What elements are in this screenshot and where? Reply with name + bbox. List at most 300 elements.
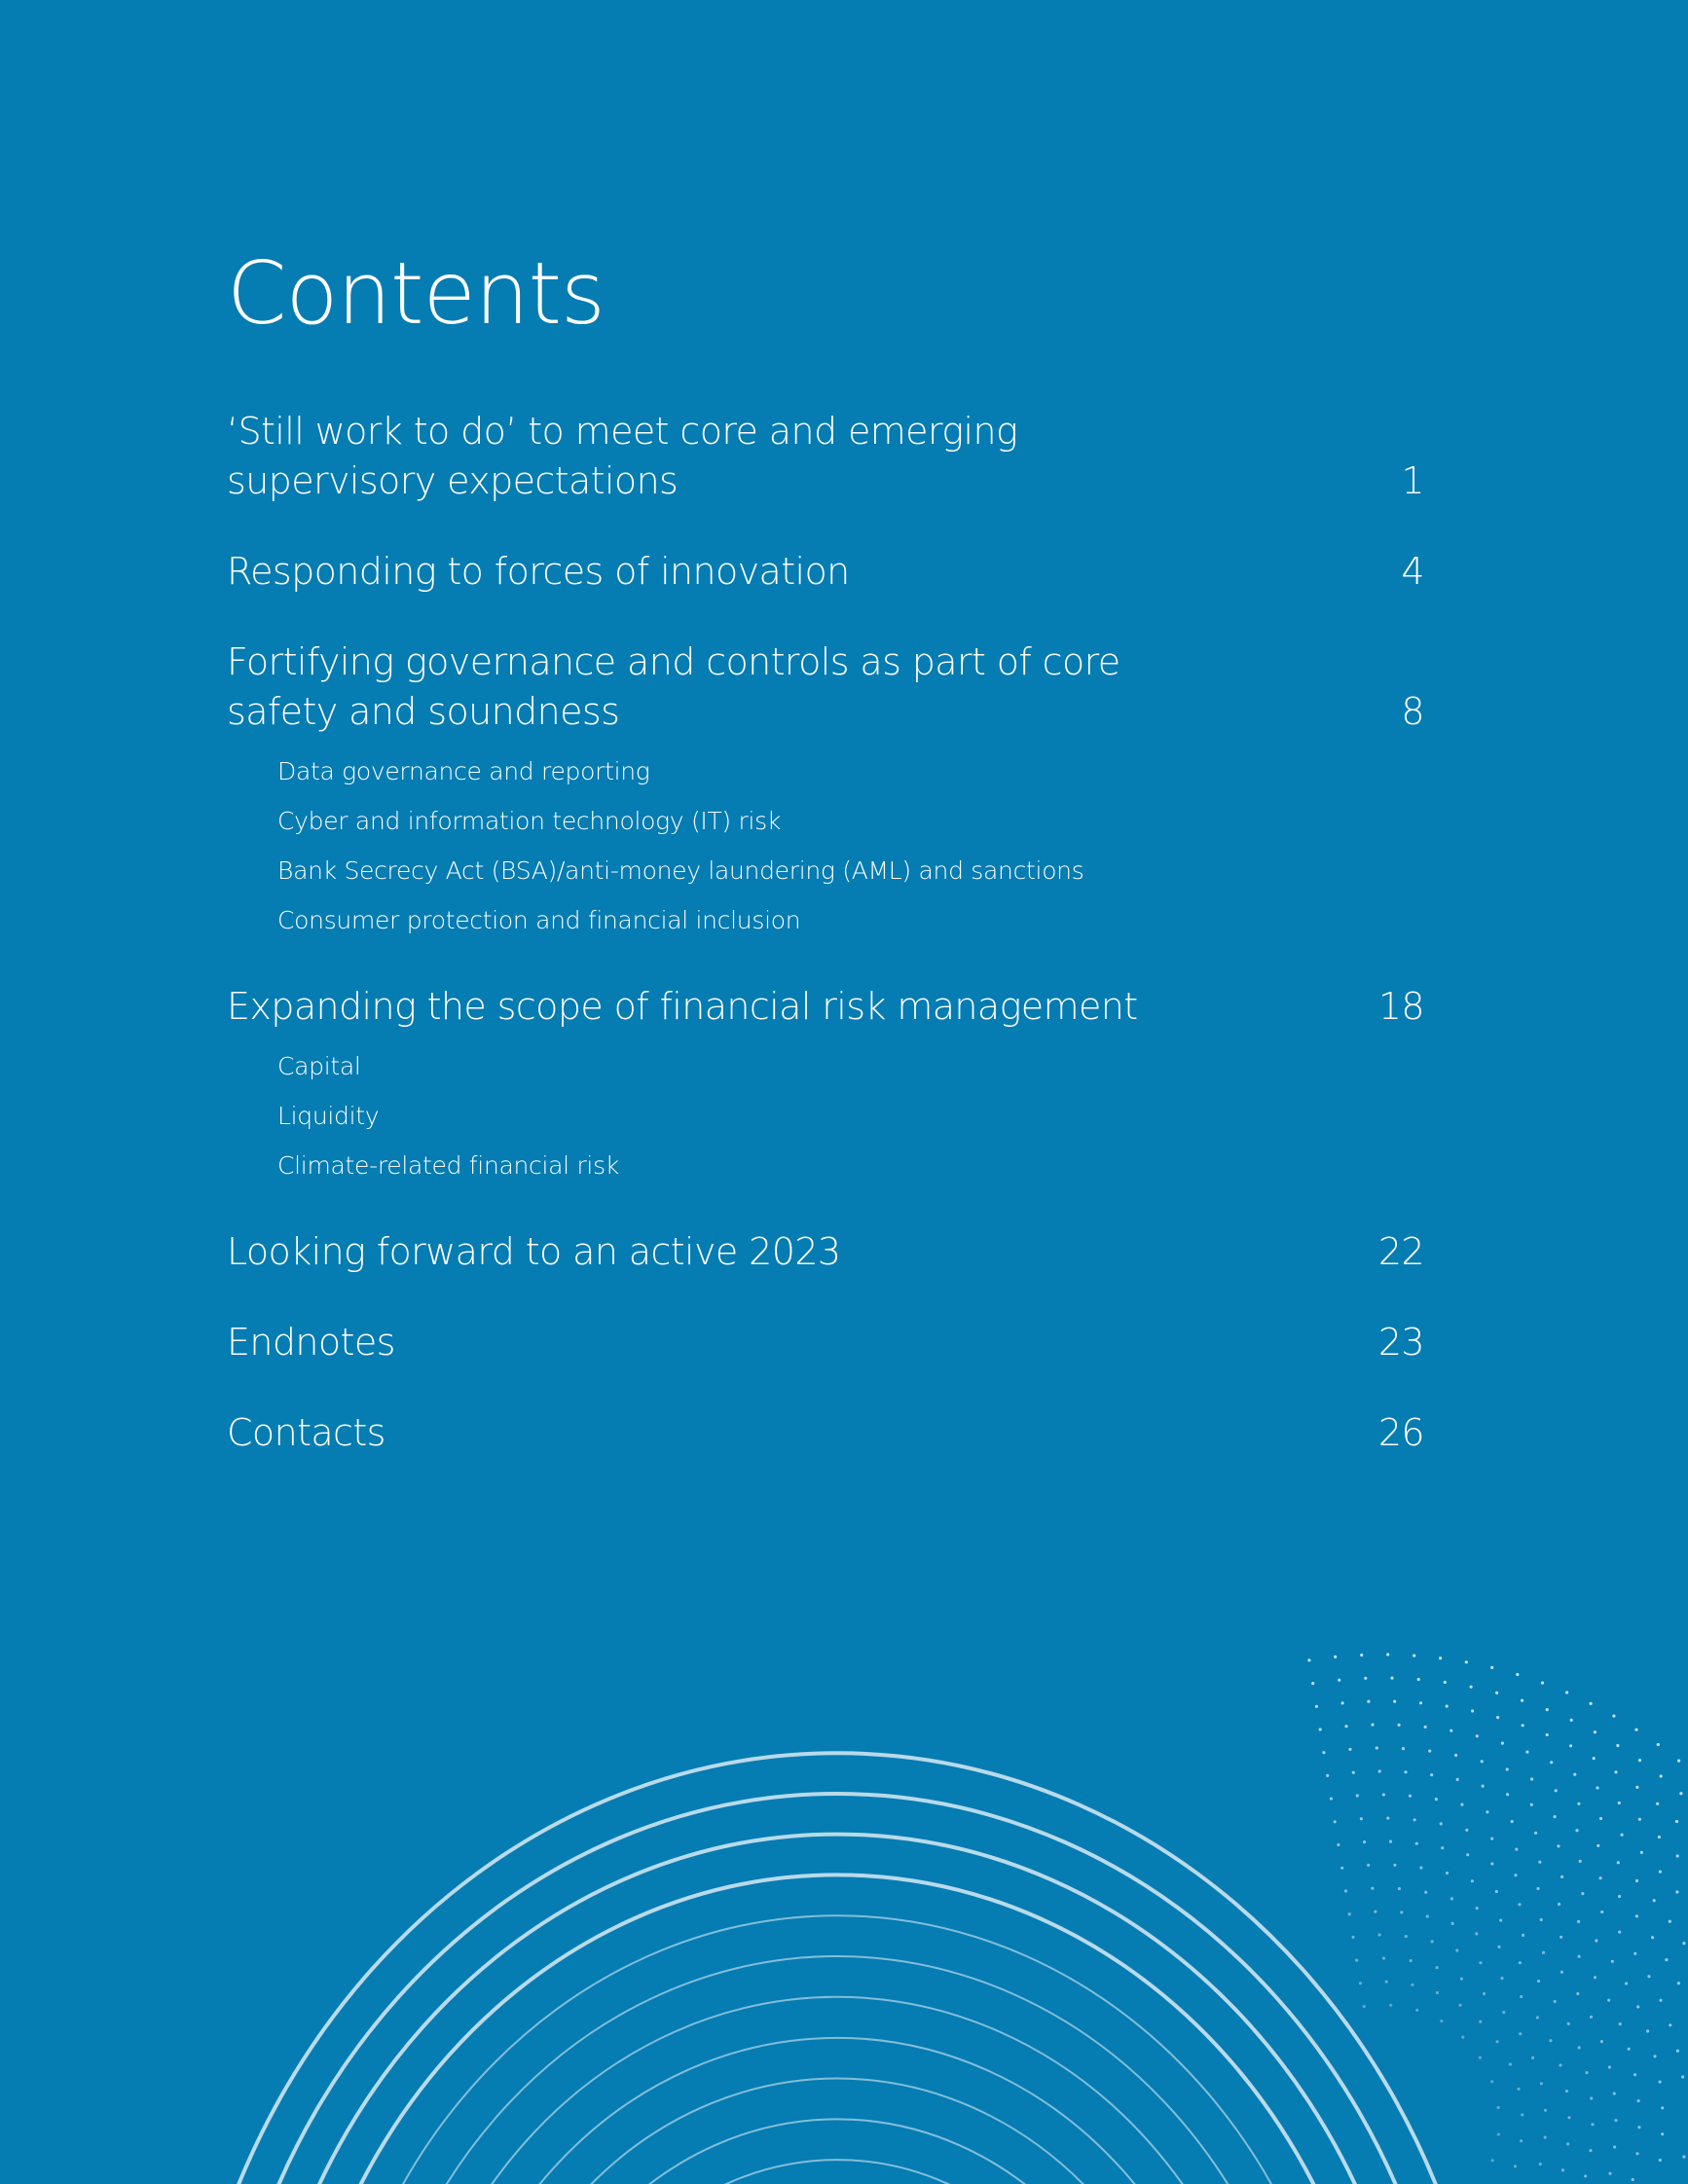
decorative-dot <box>1496 1716 1499 1719</box>
decorative-dot <box>1669 1920 1671 1923</box>
decorative-dot <box>1646 2029 1649 2032</box>
decorative-dot <box>1455 1948 1458 1951</box>
decorative-dot <box>1402 1747 1405 1750</box>
decorative-dot <box>1436 1991 1439 1994</box>
decorative-dot <box>1378 1769 1381 1772</box>
decorative-dot <box>1382 1793 1385 1796</box>
decorative-dot <box>1614 2119 1617 2122</box>
decorative-dot <box>1428 1750 1431 1753</box>
toc-entry-heading[interactable] <box>227 1227 1424 1277</box>
decorative-dot <box>1340 1867 1343 1870</box>
decorative-dot <box>1599 1876 1602 1879</box>
toc-entry-heading[interactable] <box>227 407 1424 506</box>
decorative-dot <box>1326 1774 1329 1777</box>
toc-entry-title[interactable]: Endnotes <box>227 1321 395 1364</box>
decorative-dot <box>1594 1730 1596 1733</box>
decorative-dot <box>1577 1920 1580 1923</box>
decorative-dot <box>1424 1891 1427 1894</box>
decorative-dot <box>1355 1959 1358 1962</box>
decorative-dot <box>1596 1844 1599 1847</box>
decorative-dot <box>1558 1903 1560 1906</box>
toc-page-number: 4 <box>1401 550 1424 593</box>
toc-entry-fortifying-governance[interactable] <box>227 637 1424 945</box>
decorative-dot <box>1351 1936 1354 1939</box>
decorative-dot <box>1382 1956 1385 1959</box>
decorative-dot <box>1554 1815 1557 1818</box>
toc-page-number: 8 <box>1401 690 1424 733</box>
decorative-dot <box>1665 1958 1668 1961</box>
decorative-dot <box>1661 2132 1664 2135</box>
decorative-dot <box>1465 1660 1468 1663</box>
decorative-dot <box>1363 1840 1366 1843</box>
decorative-dot <box>1653 1899 1656 1902</box>
toc-subsection-liquidity[interactable]: Liquidity <box>277 1102 380 1130</box>
decorative-dot <box>1561 2168 1564 2171</box>
decorative-dot <box>1659 1871 1662 1874</box>
decorative-dot <box>1628 2048 1631 2051</box>
decorative-dot <box>1573 1773 1576 1776</box>
decorative-dot <box>1600 1911 1603 1913</box>
decorative-dot <box>1390 1677 1393 1680</box>
toc-entry-title[interactable]: Looking forward to an active 2023 <box>227 1230 841 1273</box>
decorative-dot <box>1576 1992 1579 1995</box>
decorative-dot <box>1581 1892 1584 1895</box>
decorative-dot <box>1479 2057 1482 2059</box>
decorative-dot <box>1540 1918 1543 1921</box>
decorative-dot <box>1679 1792 1682 1795</box>
decorative-dot <box>1490 1862 1493 1865</box>
decorative-dot <box>1514 1874 1517 1876</box>
decorative-dot <box>1364 1677 1367 1680</box>
decorative-dot <box>1502 2011 1505 2014</box>
decorative-dot <box>1676 1854 1679 1857</box>
decorative-dot <box>1496 2040 1499 2043</box>
decorative-dot <box>1584 2174 1587 2177</box>
decorative-dot <box>1589 2149 1592 2152</box>
decorative-arc <box>432 2038 1241 2184</box>
decorative-dot <box>1352 1771 1355 1774</box>
decorative-dot <box>1608 2172 1611 2175</box>
decorative-dot <box>1514 2165 1517 2167</box>
decorative-dot <box>1431 1940 1434 1943</box>
decorative-dot <box>1518 1903 1521 1906</box>
decorative-dot <box>1546 1733 1549 1736</box>
decorative-dot <box>1520 2139 1523 2142</box>
decorative-dot <box>1411 1984 1413 1986</box>
decorative-dot <box>1635 1786 1638 1789</box>
toc-subsection-bsa-aml[interactable]: Bank Secrecy Act (BSA)/anti-money laundering (AML) and sanctions <box>277 856 1084 885</box>
decorative-arc <box>541 2160 1133 2184</box>
decorative-dot <box>1635 2152 1638 2155</box>
decorative-dot <box>1479 1961 1482 1964</box>
decorative-dot <box>1541 1682 1544 1685</box>
decorative-dot <box>1591 2123 1594 2126</box>
decorative-dot <box>1451 1922 1454 1925</box>
decorative-dot <box>1367 1700 1370 1703</box>
decorative-dot <box>1471 1879 1474 1882</box>
decorative-dot <box>1595 1939 1597 1942</box>
decorative-dot <box>1341 1701 1344 1704</box>
decorative-dot <box>1682 1942 1685 1945</box>
decorative-dot <box>1497 1946 1500 1948</box>
decorative-dot <box>1599 1817 1602 1820</box>
decorative-dot <box>1521 2113 1523 2116</box>
decorative-dot <box>1389 1840 1392 1843</box>
decorative-arc <box>215 1794 1459 2184</box>
decorative-dot <box>1360 1817 1363 1820</box>
decorative-dot <box>1481 1760 1484 1763</box>
decorative-dot <box>1560 1875 1563 1878</box>
decorative-dot <box>1596 1786 1598 1789</box>
decorative-dot <box>1475 1932 1478 1935</box>
decorative-dot <box>1612 1715 1615 1718</box>
decorative-dot <box>1575 1829 1578 1832</box>
decorative-dot <box>1585 2071 1588 2074</box>
decorative-dot <box>1435 1798 1438 1801</box>
decorative-dot <box>1555 1789 1558 1792</box>
decorative-dot <box>1446 1705 1449 1708</box>
decorative-dot <box>1565 1691 1568 1693</box>
decorative-dot <box>1344 1725 1347 1728</box>
decorative-dot <box>1675 1890 1678 1893</box>
decorative-dot <box>1613 2093 1616 2095</box>
decorative-dot <box>1676 2050 1679 2053</box>
toc-entry-heading[interactable] <box>227 982 1424 1032</box>
decorative-dot <box>1618 1931 1621 1934</box>
decorative-dot <box>1637 2126 1640 2129</box>
decorative-dot <box>1497 2106 1500 2109</box>
decorative-dot <box>1404 1770 1407 1773</box>
decorative-dot <box>1619 2022 1622 2025</box>
decorative-dot <box>1536 2016 1539 2019</box>
decorative-dot <box>1500 1977 1503 1980</box>
decorative-dot <box>1546 1708 1549 1711</box>
decorative-arc <box>288 1875 1387 2184</box>
decorative-dot <box>1359 1982 1362 1984</box>
toc-subsection-list <box>277 746 1424 945</box>
decorative-dot <box>1307 1658 1310 1661</box>
decorative-dot <box>1509 2062 1512 2065</box>
decorative-dot <box>1566 2142 1569 2145</box>
decorative-dot <box>1525 1751 1528 1754</box>
decorative-dot <box>1393 1864 1396 1867</box>
decorative-dot <box>1490 2080 1493 2083</box>
decorative-dot <box>1613 2145 1616 2148</box>
decorative-dot <box>1618 1802 1621 1804</box>
decorative-dot <box>1635 1879 1638 1882</box>
decorative-dot <box>1632 2178 1634 2181</box>
decorative-dot <box>1506 1767 1509 1770</box>
toc-entry-title[interactable]: ‘Still work to do’ to meet core and emerging supervisory expectations <box>227 410 1018 502</box>
decorative-dot <box>1659 1999 1662 2002</box>
decorative-dot <box>1607 1999 1610 2002</box>
table-of-contents <box>227 407 1424 1499</box>
decorative-dot <box>1534 1832 1537 1835</box>
decorative-dot <box>1637 2099 1640 2102</box>
decorative-dot <box>1338 1679 1340 1682</box>
toc-entry-heading[interactable] <box>227 547 1424 597</box>
decorative-dot <box>1647 1975 1650 1978</box>
decorative-dot <box>1651 1936 1654 1939</box>
decorative-dot <box>1590 1702 1593 1705</box>
decorative-dot <box>1413 1818 1416 1821</box>
decorative-dot <box>1542 1951 1545 1954</box>
decorative-dot <box>1611 1960 1614 1963</box>
decorative-dot <box>1657 1743 1660 1746</box>
decorative-dot <box>1460 1803 1463 1806</box>
decorative-dot <box>1466 1853 1469 1856</box>
decorative-dot <box>1660 1774 1663 1777</box>
decorative-dot <box>1578 2046 1581 2049</box>
decorative-dot <box>1516 1673 1519 1676</box>
decorative-dot <box>1614 1770 1617 1773</box>
toc-entry-endnotes[interactable] <box>227 1318 1424 1367</box>
decorative-dot <box>1544 2136 1547 2139</box>
decorative-dot <box>1659 2159 1662 2162</box>
decorative-dot <box>1569 1744 1572 1747</box>
decorative-dot <box>1659 2081 1662 2084</box>
toc-entry-still-work-to-do[interactable] <box>227 407 1424 506</box>
decorative-dot <box>1560 1971 1563 1974</box>
toc-subsection-cyber-it-risk[interactable]: Cyber and information technology (IT) risk <box>277 807 782 835</box>
decorative-dot <box>1635 1914 1638 1917</box>
decorative-dot <box>1540 2082 1543 2085</box>
decorative-dot <box>1656 1802 1659 1805</box>
decorative-dot <box>1371 1887 1374 1890</box>
decorative-dot <box>1410 1959 1413 1962</box>
decorative-arc <box>251 1835 1422 2184</box>
decorative-dot <box>1501 1742 1504 1745</box>
decorative-dot <box>1499 1919 1502 1922</box>
decorative-dot <box>1621 1834 1624 1837</box>
decorative-arc <box>179 1753 1495 2184</box>
decorative-dot <box>1590 2096 1593 2099</box>
decorative-dot <box>1511 1820 1514 1823</box>
decorative-dot <box>1530 1803 1533 1806</box>
decorative-dot <box>1409 1795 1412 1798</box>
decorative-dot <box>1389 2004 1392 2007</box>
decorative-dot <box>1681 2075 1684 2078</box>
decorative-dot <box>1356 1794 1359 1797</box>
decorative-dot <box>1348 1912 1351 1915</box>
decorative-dot <box>1363 2005 1366 2008</box>
decorative-dot <box>1538 1861 1541 1864</box>
decorative-dot <box>1344 1889 1347 1892</box>
toc-page-number: 23 <box>1377 1321 1424 1364</box>
decorative-dot <box>1458 2004 1461 2007</box>
decorative-dot <box>1559 2063 1561 2066</box>
decorative-dot <box>1476 1734 1479 1737</box>
decorative-dot <box>1456 1778 1459 1781</box>
decorative-dot <box>1625 1982 1628 1984</box>
decorative-dot <box>1517 2088 1520 2091</box>
decorative-dot <box>1658 1836 1661 1838</box>
decorative-arc <box>396 1997 1278 2184</box>
decorative-dot <box>1486 1810 1488 1813</box>
page-title: Contents <box>227 243 605 344</box>
decorative-dot <box>1374 1911 1376 1913</box>
toc-entry-title[interactable]: Responding to forces of innovation <box>227 550 850 593</box>
decorative-dot <box>1415 2009 1418 2012</box>
decorative-dot <box>1476 1907 1479 1910</box>
toc-entry-heading[interactable] <box>227 1318 1424 1367</box>
decorative-dot <box>1577 1802 1580 1805</box>
decorative-dot <box>1330 1798 1333 1801</box>
decorative-dot <box>1360 1654 1363 1656</box>
decorative-dot <box>1677 1760 1680 1763</box>
toc-entry-responding-to-innovation[interactable] <box>227 547 1424 597</box>
decorative-dot <box>1515 1848 1518 1851</box>
decorative-dot <box>1311 1682 1314 1685</box>
decorative-dot <box>1419 1701 1422 1704</box>
decorative-dot <box>1550 1761 1553 1764</box>
decorative-dot <box>1578 1955 1581 1958</box>
decorative-dot <box>1638 1759 1641 1762</box>
decorative-dot <box>1315 1705 1318 1708</box>
decorative-dot <box>1495 1692 1498 1694</box>
decorative-dot <box>1608 2065 1611 2068</box>
decorative-dot <box>1393 1700 1396 1703</box>
decorative-dot <box>1450 1897 1453 1900</box>
decorative-dot <box>1334 1656 1337 1658</box>
decorative-dot <box>1367 1864 1370 1867</box>
decorative-dot <box>1386 1653 1389 1656</box>
toc-page-number: 26 <box>1377 1411 1424 1454</box>
toc-entry-heading[interactable] <box>227 637 1424 737</box>
toc-subsection-list <box>277 1041 1424 1190</box>
toc-entry-financial-risk-management[interactable] <box>227 982 1424 1190</box>
decorative-dot <box>1417 1678 1420 1681</box>
decorative-dot <box>1430 1773 1433 1776</box>
decorative-dot <box>1378 1933 1381 1936</box>
decorative-dot <box>1522 1724 1524 1727</box>
decorative-dot <box>1454 1754 1457 1757</box>
decorative-dot <box>1479 2020 1482 2023</box>
decorative-dot <box>1461 2036 1464 2039</box>
decorative-dot <box>1539 2163 1542 2166</box>
decorative-dot <box>1400 1911 1403 1913</box>
toc-entry-contacts[interactable] <box>227 1408 1424 1458</box>
decorative-dot <box>1616 1744 1619 1747</box>
toc-entry-title[interactable]: Expanding the scope of financial risk management <box>227 985 1138 1028</box>
decorative-dot <box>1640 1851 1643 1854</box>
decorative-dot <box>1490 1838 1493 1840</box>
decorative-dot <box>1638 1818 1641 1821</box>
decorative-dot <box>1565 2090 1568 2093</box>
decorative-dot <box>1441 1846 1444 1849</box>
decorative-dot <box>1653 2055 1656 2057</box>
decorative-dot <box>1633 1952 1636 1955</box>
decorative-dot <box>1398 1887 1401 1890</box>
decorative-dot <box>1334 1820 1337 1823</box>
toc-subsection-data-governance[interactable]: Data governance and reporting <box>277 757 650 785</box>
decorative-dot <box>1519 2032 1522 2035</box>
decorative-dot <box>1405 1935 1408 1938</box>
decorative-dot <box>1460 1978 1463 1981</box>
decorative-dot <box>1570 1719 1573 1722</box>
decorative-dot <box>1398 1724 1401 1727</box>
toc-entry-looking-forward[interactable] <box>227 1227 1424 1277</box>
decorative-dot <box>1440 1822 1443 1825</box>
decorative-dot <box>1413 1655 1415 1657</box>
decorative-dot <box>1439 1656 1442 1659</box>
toc-entry-title[interactable]: Contacts <box>227 1411 385 1454</box>
decorative-dot <box>1530 1777 1533 1780</box>
toc-page-number: 18 <box>1377 985 1424 1028</box>
decorative-dot <box>1567 2116 1570 2119</box>
decorative-dot <box>1682 2155 1685 2158</box>
decorative-dot <box>1424 1726 1427 1729</box>
decorative-dot <box>1593 1757 1596 1760</box>
decorative-dot <box>1537 1980 1540 1983</box>
toc-subsection-capital[interactable]: Capital <box>277 1052 361 1080</box>
toc-entry-title[interactable]: Fortifying governance and controls as part of core safety and soundness <box>227 640 1120 733</box>
decorative-dot <box>1677 1982 1680 1984</box>
decorative-dot <box>1549 2039 1552 2042</box>
decorative-dot <box>1554 2000 1557 2003</box>
decorative-dot <box>1483 1992 1486 1995</box>
decorative-arc <box>469 2079 1206 2184</box>
decorative-dot <box>1482 1785 1485 1788</box>
decorative-dot <box>1560 1936 1562 1939</box>
decorative-arc <box>505 2119 1169 2184</box>
decorative-dot <box>1531 2057 1534 2059</box>
decorative-dot <box>1491 2159 1494 2162</box>
decorative-dot <box>1633 2073 1636 2076</box>
decorative-dot <box>1426 1914 1429 1917</box>
decorative-dot <box>1661 2106 1664 2109</box>
decorative-dot <box>1600 2040 1603 2043</box>
decorative-dot <box>1497 2132 1500 2135</box>
toc-page-number: 22 <box>1377 1230 1424 1273</box>
decorative-dot <box>1618 1895 1621 1898</box>
decorative-dot <box>1522 1934 1524 1937</box>
decorative-dot <box>1490 1666 1493 1669</box>
decorative-dot <box>1337 1843 1339 1846</box>
decorative-dot <box>1519 1961 1522 1964</box>
toc-subsection-consumer-protection[interactable]: Consumer protection and financial inclusion <box>277 906 801 934</box>
decorative-arc <box>360 1956 1314 2184</box>
decorative-dot <box>1636 2005 1639 2008</box>
decorative-dot <box>1465 1829 1468 1832</box>
toc-entry-heading[interactable] <box>227 1408 1424 1458</box>
decorative-dot <box>1579 1860 1582 1863</box>
decorative-dot <box>1419 1866 1422 1869</box>
decorative-dot <box>1319 1728 1322 1730</box>
decorative-dot <box>1385 1981 1388 1984</box>
decorative-dot <box>1322 1751 1325 1754</box>
decorative-dot <box>1440 2020 1443 2022</box>
decorative-dot <box>1470 1686 1473 1689</box>
decorative-dot <box>1567 2022 1570 2025</box>
decorative-dot <box>1415 1842 1418 1845</box>
decorative-dot <box>1495 1890 1498 1893</box>
decorative-dot <box>1557 1844 1560 1847</box>
decorative-dot <box>1446 1872 1449 1875</box>
decorative-dot <box>1590 2016 1593 2019</box>
decorative-dot <box>1386 1817 1389 1820</box>
toc-subsection-climate-risk[interactable]: Climate-related financial risk <box>277 1151 619 1180</box>
decorative-dot <box>1634 1729 1637 1731</box>
decorative-dot <box>1594 1976 1596 1979</box>
decorative-dot <box>1617 1861 1620 1864</box>
decorative-dot <box>1675 1820 1678 1823</box>
decorative-dot <box>1471 1709 1474 1712</box>
decorative-dot <box>1544 2109 1547 2112</box>
decorative-dot <box>1348 1748 1351 1751</box>
decorative-dot <box>1536 1887 1539 1890</box>
decorative-dot <box>1371 1724 1374 1727</box>
